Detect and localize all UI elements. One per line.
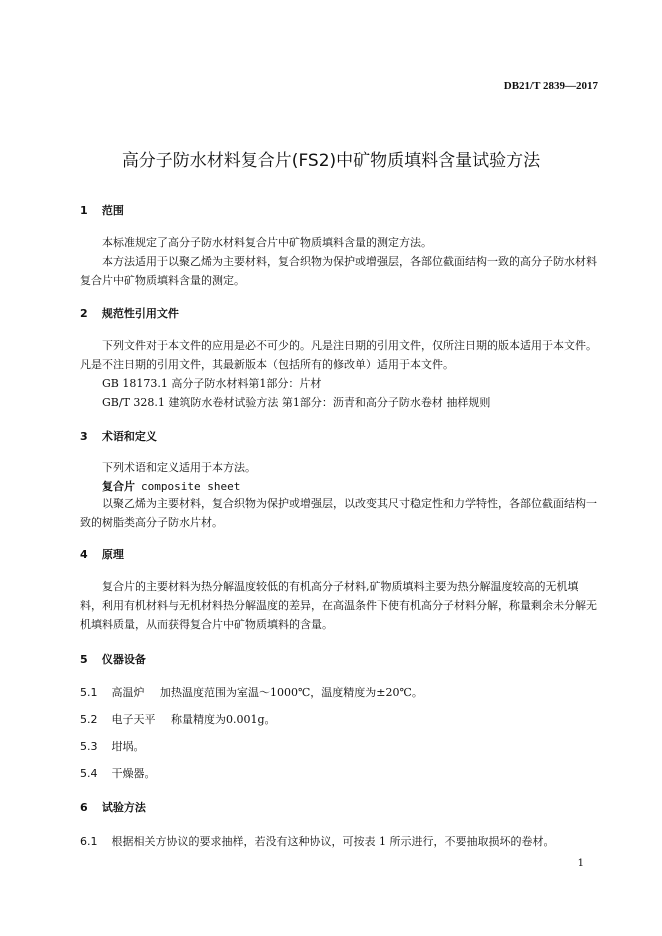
item-number: 6.1 [80, 835, 98, 848]
section-title: 规范性引用文件 [101, 307, 179, 320]
item-name: 坩埚。 [111, 740, 145, 753]
item-name: 高温炉 [111, 686, 145, 699]
section-number: 1 [80, 204, 88, 217]
section-title: 范围 [101, 204, 124, 217]
document-code: DB21/T 2839—2017 [503, 80, 598, 92]
equipment-item [80, 684, 423, 700]
item-description: 根据相关方协议的要求抽样，若没有这种协议，可按表 1 所示进行，不要抽取损坏的卷材。 [111, 835, 555, 848]
section-1-para-1: 本标准规定了高分子防水材料复合片中矿物质填料含量的测定方法。 [102, 236, 432, 249]
item-number: 5.1 [80, 686, 98, 699]
section-1-heading [80, 202, 124, 218]
item-description: 加热温度范围为室温～1000℃，温度精度为±20℃。 [160, 686, 423, 699]
reference-2: GB/T 328.1 建筑防水卷材试验方法 第1部分：沥青和高分子防水卷材 抽样规则 [102, 396, 491, 409]
item-number: 5.2 [80, 713, 98, 726]
section-2-heading [80, 305, 179, 321]
document-title: 高分子防水材料复合片(FS2)中矿物质填料含量试验方法 [121, 151, 541, 171]
method-item [80, 833, 555, 849]
item-name: 干燥器。 [111, 767, 156, 780]
section-4-heading [80, 546, 124, 562]
section-title: 试验方法 [101, 801, 146, 814]
section-number: 4 [80, 548, 88, 561]
equipment-item [80, 765, 168, 781]
section-title: 术语和定义 [101, 430, 157, 443]
item-number: 5.4 [80, 767, 98, 780]
item-name: 电子天平 [111, 713, 156, 726]
section-3-para-1: 下列术语和定义适用于本方法。 [102, 461, 256, 474]
item-number: 5.3 [80, 740, 98, 753]
section-number: 3 [80, 430, 88, 443]
item-description: 称量精度为0.001g。 [171, 713, 276, 726]
section-number: 6 [80, 801, 88, 814]
section-title: 原理 [101, 548, 124, 561]
term-definition: 以聚乙烯为主要材料，复合织物为保护或增强层，以改变其尺寸稳定性和力学特性，各部位截面结构一致的树脂类高分子防水片材。 [80, 497, 597, 529]
section-3-heading [80, 428, 157, 444]
page-number: 1 [577, 858, 584, 869]
section-number: 5 [80, 653, 88, 666]
equipment-item [80, 711, 276, 727]
section-5-heading [80, 651, 146, 667]
section-title: 仪器设备 [101, 653, 146, 666]
section-2-para-1: 下列文件对于本文件的应用是必不可少的。凡是注日期的引用文件，仅所注日期的版本适用于本文件。凡是不注日期的引用文件，其最新版本（包括所有的修改单）适用于本文件。 [80, 339, 597, 371]
equipment-item [80, 738, 157, 754]
section-1-para-2: 本方法适用于以聚乙烯为主要材料，复合织物为保护或增强层，各部位截面结构一致的高分子防水材料复合片中矿物质填料含量的测定。 [80, 255, 597, 287]
term-english: composite sheet [141, 480, 241, 493]
term-entry [102, 478, 240, 494]
term-chinese: 复合片 [102, 480, 135, 493]
section-4-para-1: 复合片的主要材料为热分解温度较低的有机高分子材料,矿物质填料主要为热分解温度较高的无机填料，利用有机材料与无机材料热分解温度的差异，在高温条件下使有机高分子材料分解，称量剩余未分解无机填料质量，从而获得复合片中矿物质填料的含量。 [80, 580, 597, 631]
section-number: 2 [80, 307, 88, 320]
reference-1: GB 18173.1 高分子防水材料第1部分：片材 [102, 377, 322, 390]
section-6-heading [80, 799, 146, 815]
